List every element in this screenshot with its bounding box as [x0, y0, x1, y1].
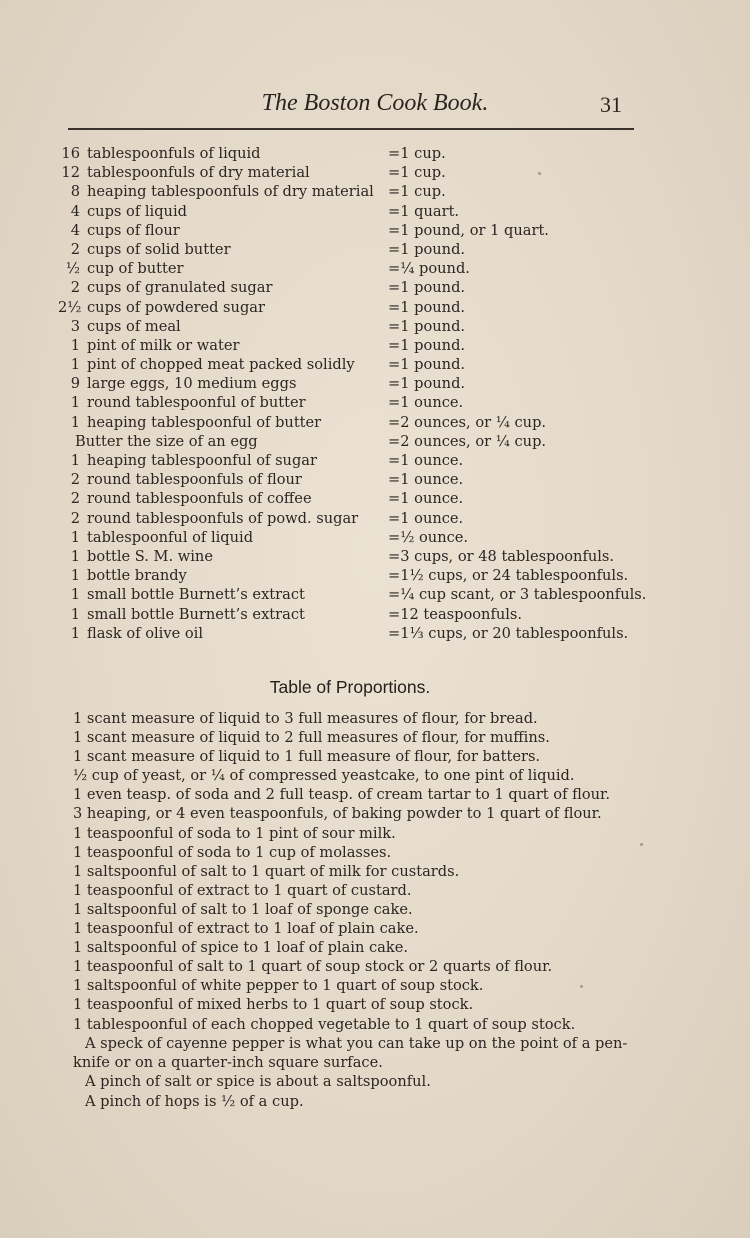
- equivalent-item: round tablespoonfuls of flour: [87, 471, 302, 489]
- equivalent-row: [60, 317, 660, 336]
- equivalent-row: [60, 298, 660, 317]
- proportion-line: 1 even teasp. of soda and 2 full teasp. of cream tartar to 1 quart of flour.: [73, 786, 611, 804]
- equivalent-row: [60, 451, 660, 470]
- equivalent-item: small bottle Burnett’s extract: [87, 605, 305, 623]
- equivalent-row: [60, 566, 660, 585]
- equivalent-value: =1 pound.: [388, 317, 466, 335]
- equivalent-item: cups of liquid: [87, 202, 187, 220]
- proportion-line: 1 saltspoonful of salt to 1 quart of milk for custards.: [73, 862, 460, 880]
- equivalent-value: =1 ounce.: [388, 452, 464, 469]
- equivalent-quantity: 1: [70, 605, 80, 623]
- equivalent-quantity: 1: [70, 567, 80, 585]
- equivalent-item: round tablespoonfuls of powd. sugar: [87, 509, 359, 527]
- equivalent-item: flask of olive oil: [87, 624, 203, 642]
- equivalent-item: heaping tablespoonfuls of dry material: [87, 183, 374, 201]
- equivalent-item: heaping tablespoonful of sugar: [87, 452, 317, 469]
- note-paragraph: A pinch of salt or spice is about a saltspoonful.: [85, 1073, 431, 1090]
- equivalent-value: =1 ounce.: [388, 394, 464, 412]
- equivalent-item: round tablespoonful of butter: [87, 394, 306, 412]
- proportion-line: 1 teaspoonful of salt to 1 quart of soup stock or 2 quarts of flour.: [73, 958, 553, 976]
- equivalent-row: [60, 413, 660, 432]
- equivalent-value: =1 pound.: [388, 375, 466, 393]
- equivalent-item: tablespoonfuls of dry material: [87, 164, 310, 182]
- equivalent-item: heaping tablespoonful of butter: [87, 413, 322, 431]
- paper-speck: [538, 172, 541, 175]
- equivalent-item: large eggs, 10 medium eggs: [87, 375, 297, 393]
- equivalent-value: =1 cup.: [388, 183, 446, 201]
- equivalent-row: [60, 605, 660, 624]
- equivalent-row: [60, 336, 660, 355]
- equivalent-quantity: 2: [70, 509, 80, 527]
- equivalent-item: small bottle Burnett’s extract: [87, 586, 305, 604]
- equivalent-row: [60, 393, 660, 412]
- equivalent-item: cups of meal: [87, 317, 181, 335]
- proportion-line: 1 teaspoonful of soda to 1 cup of molasses.: [73, 843, 392, 861]
- equivalent-value: =2 ounces, or ¼ cup.: [388, 413, 547, 431]
- equivalent-value: =1½ cups, or 24 tablespoonfuls.: [388, 567, 629, 585]
- equivalent-value: =1 ounce.: [388, 509, 464, 527]
- proportion-line: 1 teaspoonful of mixed herbs to 1 quart of soup stock.: [73, 996, 474, 1014]
- proportion-line: ½ cup of yeast, or ¼ of compressed yeastcake, to one pint of liquid.: [73, 767, 575, 785]
- equivalent-quantity: 1: [70, 528, 80, 546]
- equivalent-value: =1 pound.: [388, 298, 466, 316]
- section-heading: Table of Proportions.: [269, 677, 431, 697]
- equivalent-value: =1 cup.: [388, 164, 446, 182]
- equivalent-value: =12 teaspoonfuls.: [388, 605, 523, 623]
- equivalents-table: [60, 144, 660, 643]
- note-paragraph: A speck of cayenne pepper is what you can take up on the point of a pen-knife or on a quarter-inch square surface.: [73, 1035, 628, 1072]
- equivalent-quantity: 2: [70, 240, 80, 258]
- proportion-line: 1 saltspoonful of spice to 1 loaf of plain cake.: [73, 939, 408, 957]
- proportion-line: 1 scant measure of liquid to 1 full measure of flour, for batters.: [73, 748, 541, 766]
- equivalent-value: =1 cup.: [388, 145, 446, 162]
- equivalent-value: =1 pound.: [388, 336, 466, 354]
- equivalent-item: cups of powdered sugar: [87, 298, 265, 316]
- equivalent-value: =3 cups, or 48 tablespoonfuls.: [388, 547, 615, 565]
- equivalent-row: [60, 202, 660, 221]
- equivalent-row: [60, 182, 660, 201]
- equivalent-item: tablespoonful of liquid: [87, 528, 254, 546]
- equivalent-row: [60, 278, 660, 297]
- equivalent-value: =1⅓ cups, or 20 tablespoonfuls.: [388, 624, 629, 642]
- note-paragraph: A pinch of hops is ½ of a cup.: [85, 1093, 304, 1110]
- equivalent-value: =1 pound.: [388, 279, 466, 297]
- proportion-line: 3 heaping, or 4 even teaspoonfuls, of baking powder to 1 quart of flour.: [73, 805, 602, 823]
- equivalent-row: [60, 509, 660, 528]
- page-number: 31: [600, 92, 622, 117]
- proportion-line: 1 tablespoonful of each chopped vegetable to 1 quart of soup stock.: [73, 1015, 576, 1033]
- proportion-line: 1 scant measure of liquid to 2 full measures of flour, for muffins.: [73, 729, 550, 747]
- equivalent-quantity: 1: [70, 336, 80, 354]
- equivalent-quantity: 1: [70, 394, 80, 412]
- equivalent-row: [60, 355, 660, 374]
- proportions-list: [73, 709, 643, 1034]
- equivalent-quantity: 1: [70, 413, 80, 431]
- equivalent-item: pint of chopped meat packed solidly: [87, 356, 355, 374]
- equivalent-quantity: 1: [70, 356, 80, 374]
- equivalent-quantity: 3: [70, 317, 80, 335]
- proportion-line: 1 teaspoonful of extract to 1 quart of custard.: [73, 881, 412, 899]
- equivalent-quantity: 2: [70, 279, 80, 297]
- equivalent-row: [60, 221, 660, 240]
- proportion-line: 1 teaspoonful of extract to 1 loaf of plain cake.: [73, 920, 419, 938]
- proportion-line: 1 scant measure of liquid to 3 full measures of flour, for bread.: [73, 710, 538, 727]
- equivalent-row: [60, 547, 660, 566]
- equivalent-item: pint of milk or water: [87, 336, 240, 354]
- equivalent-row: [60, 240, 660, 259]
- equivalent-quantity: 2: [70, 471, 80, 489]
- equivalent-value: =1 pound.: [388, 240, 466, 258]
- equivalent-value: =½ ounce.: [388, 528, 469, 546]
- equivalent-row: [60, 163, 660, 182]
- paper-speck: [640, 843, 643, 846]
- equivalent-quantity: ½: [65, 260, 80, 278]
- equivalent-quantity: 16: [61, 145, 80, 162]
- equivalent-item: cups of flour: [87, 221, 180, 239]
- proportion-line: 1 saltspoonful of white pepper to 1 quart of soup stock.: [73, 977, 484, 995]
- equivalent-item: tablespoonfuls of liquid: [87, 145, 261, 162]
- equivalent-item: bottle S. M. wine: [87, 547, 213, 565]
- header-rule: [68, 128, 634, 130]
- equivalent-value: =¼ cup scant, or 3 tablespoonfuls.: [388, 586, 647, 604]
- equivalent-row: [60, 624, 660, 643]
- equivalent-row: [60, 259, 660, 278]
- equivalent-quantity: 2: [70, 490, 80, 508]
- equivalent-value: =1 ounce.: [388, 490, 464, 508]
- equivalent-quantity: 1: [70, 624, 80, 642]
- equivalent-quantity: 4: [70, 221, 80, 239]
- equivalent-value: =1 pound, or 1 quart.: [388, 221, 549, 239]
- proportion-line: 1 teaspoonful of soda to 1 pint of sour milk.: [73, 824, 396, 842]
- equivalent-value: =1 ounce.: [388, 471, 464, 489]
- equivalent-row: [60, 144, 660, 163]
- equivalent-row: [60, 470, 660, 489]
- proportion-line: 1 saltspoonful of salt to 1 loaf of sponge cake.: [73, 900, 413, 918]
- equivalent-quantity: 9: [70, 375, 80, 393]
- running-head-title: The Boston Cook Book.: [261, 90, 489, 116]
- paper-speck: [580, 985, 583, 988]
- equivalent-item: round tablespoonfuls of coffee: [87, 490, 312, 508]
- equivalent-row: [60, 585, 660, 604]
- equivalent-row: [60, 528, 660, 547]
- equivalent-item: cups of granulated sugar: [87, 279, 273, 297]
- equivalent-item: cups of solid butter: [87, 240, 231, 258]
- equivalent-quantity: 1: [70, 586, 80, 604]
- equivalent-value: =1 pound.: [388, 356, 466, 374]
- equivalent-row: [60, 432, 660, 451]
- equivalent-row: [60, 489, 660, 508]
- equivalent-quantity: 1: [70, 452, 80, 469]
- equivalent-quantity: 12: [61, 164, 80, 182]
- equivalent-item: Butter the size of an egg: [75, 432, 258, 450]
- equivalent-quantity: 8: [70, 183, 80, 201]
- equivalent-row: [60, 374, 660, 393]
- equivalent-value: =2 ounces, or ¼ cup.: [388, 432, 547, 450]
- equivalent-quantity: 1: [70, 547, 80, 565]
- equivalent-quantity: 4: [70, 202, 80, 220]
- equivalent-item: bottle brandy: [87, 567, 187, 585]
- equivalent-item: cup of butter: [87, 260, 184, 278]
- equivalent-value: =1 quart.: [388, 202, 460, 220]
- equivalent-quantity: 2½: [58, 298, 82, 316]
- equivalent-value: =¼ pound.: [388, 260, 470, 278]
